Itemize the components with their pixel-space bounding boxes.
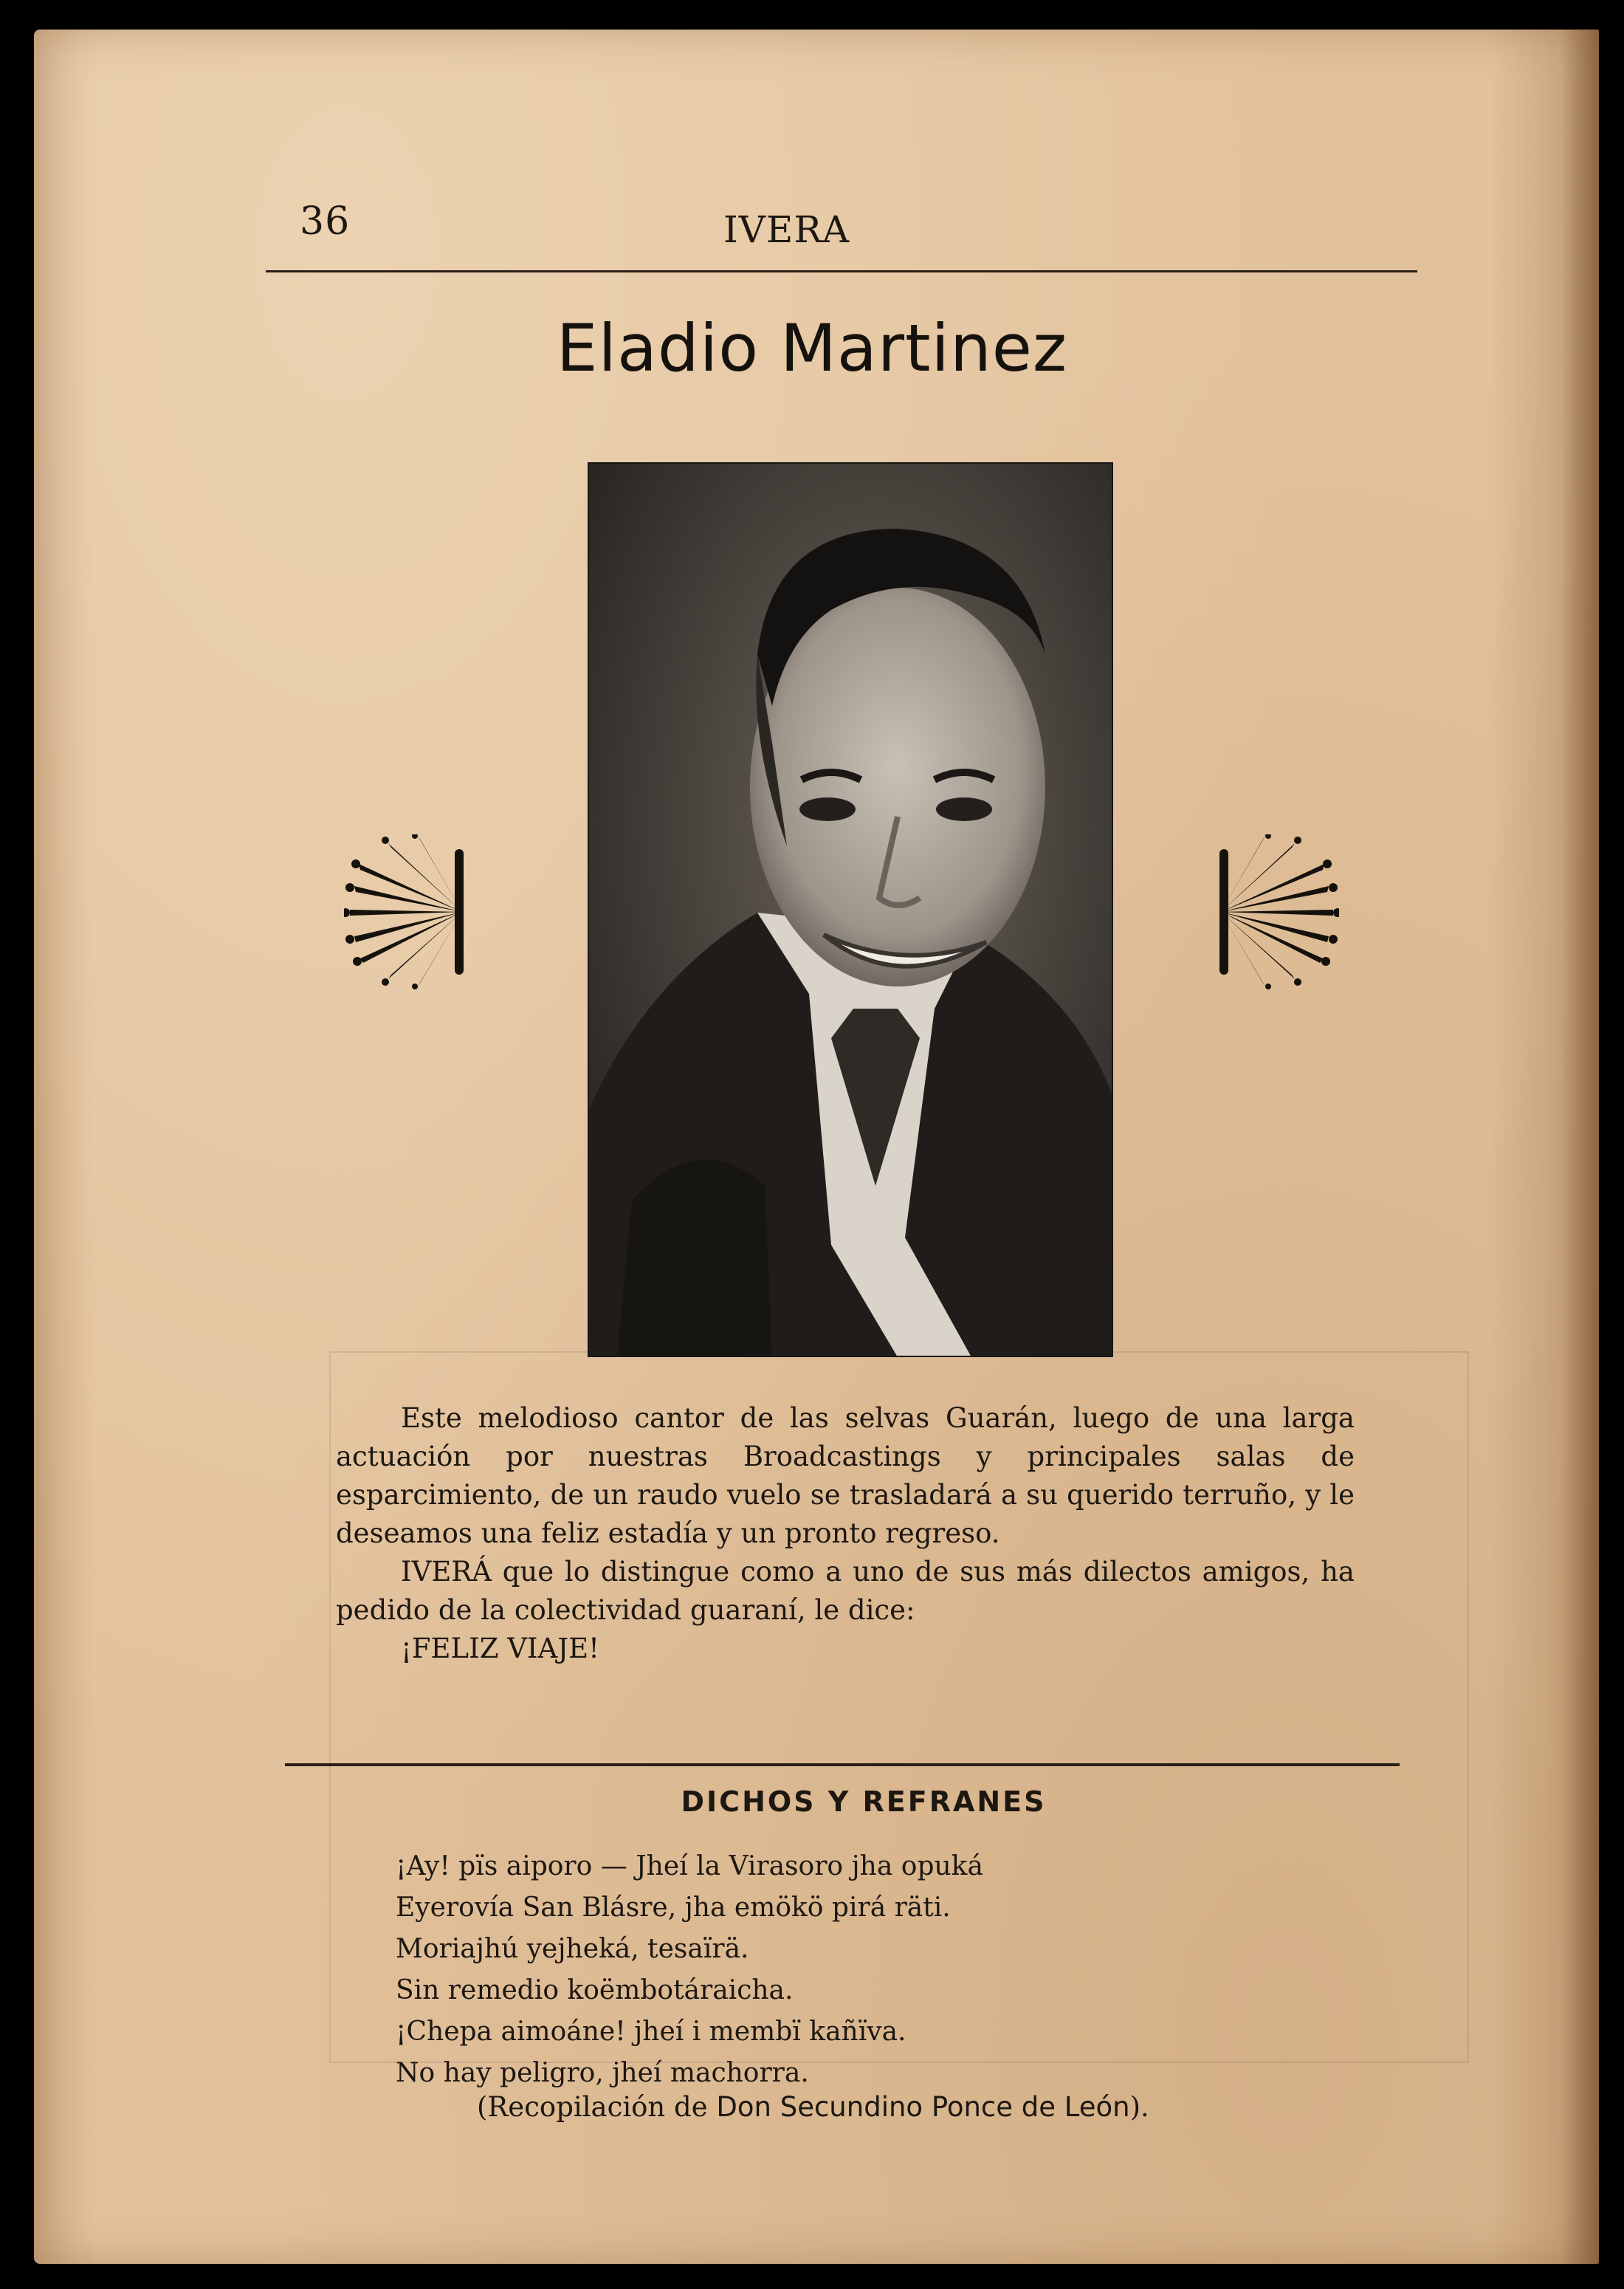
page-number: 36 [300, 199, 351, 244]
caption-paragraph-2: IVERÁ que lo distingue como a uno de sus más dilectos amigos, ha pedido de la colectividad guaraní, le dice: [336, 1556, 1355, 1626]
article-title: Eladio Martinez [556, 310, 1068, 386]
article-caption [336, 1399, 1355, 1668]
section-divider [285, 1763, 1400, 1766]
saying-item: ¡Ay! pïs aiporo — Jheí la Virasoro jha opuká [396, 1851, 983, 1881]
left-fan-ornament-icon [344, 834, 477, 992]
saying-item: Sin remedio koëmbotáraicha. [396, 1975, 794, 2005]
credit-name: Don Secundino Ponce de León [716, 2091, 1130, 2123]
portrait-photo [588, 462, 1113, 1357]
running-title: IVERA [723, 208, 850, 251]
saying-item: Moriajhú yejheká, tesaïrä. [396, 1934, 749, 1964]
saying-item: Eyerovía San Blásre, jha emökö pirá räti. [396, 1892, 951, 1923]
sayings-heading: DICHOS Y REFRANES [681, 1785, 1047, 1818]
running-header [266, 199, 1417, 272]
right-fan-ornament-icon [1206, 834, 1339, 992]
saying-item: ¡Chepa aimoáne! jheí i membï kañïva. [396, 2017, 906, 2047]
credit-prefix: (Recopilación de [477, 2091, 717, 2123]
caption-closing: ¡FELIZ VIAJE! [401, 1633, 599, 1664]
saying-item: No hay peligro, jheí machorra. [396, 2058, 809, 2088]
sayings-list [396, 1846, 1355, 2094]
caption-paragraph-1: Este melodioso cantor de las selvas Guarán, luego de una larga actuación por nuestras Broadcastings y principales salas de esparcimiento, de un raudo vuelo se trasladará a su querido terruño, y le deseamos una feliz estadía y un pronto regreso. [336, 1402, 1355, 1549]
credit-suffix: ). [1129, 2091, 1149, 2123]
sayings-credit [477, 2091, 1363, 2123]
